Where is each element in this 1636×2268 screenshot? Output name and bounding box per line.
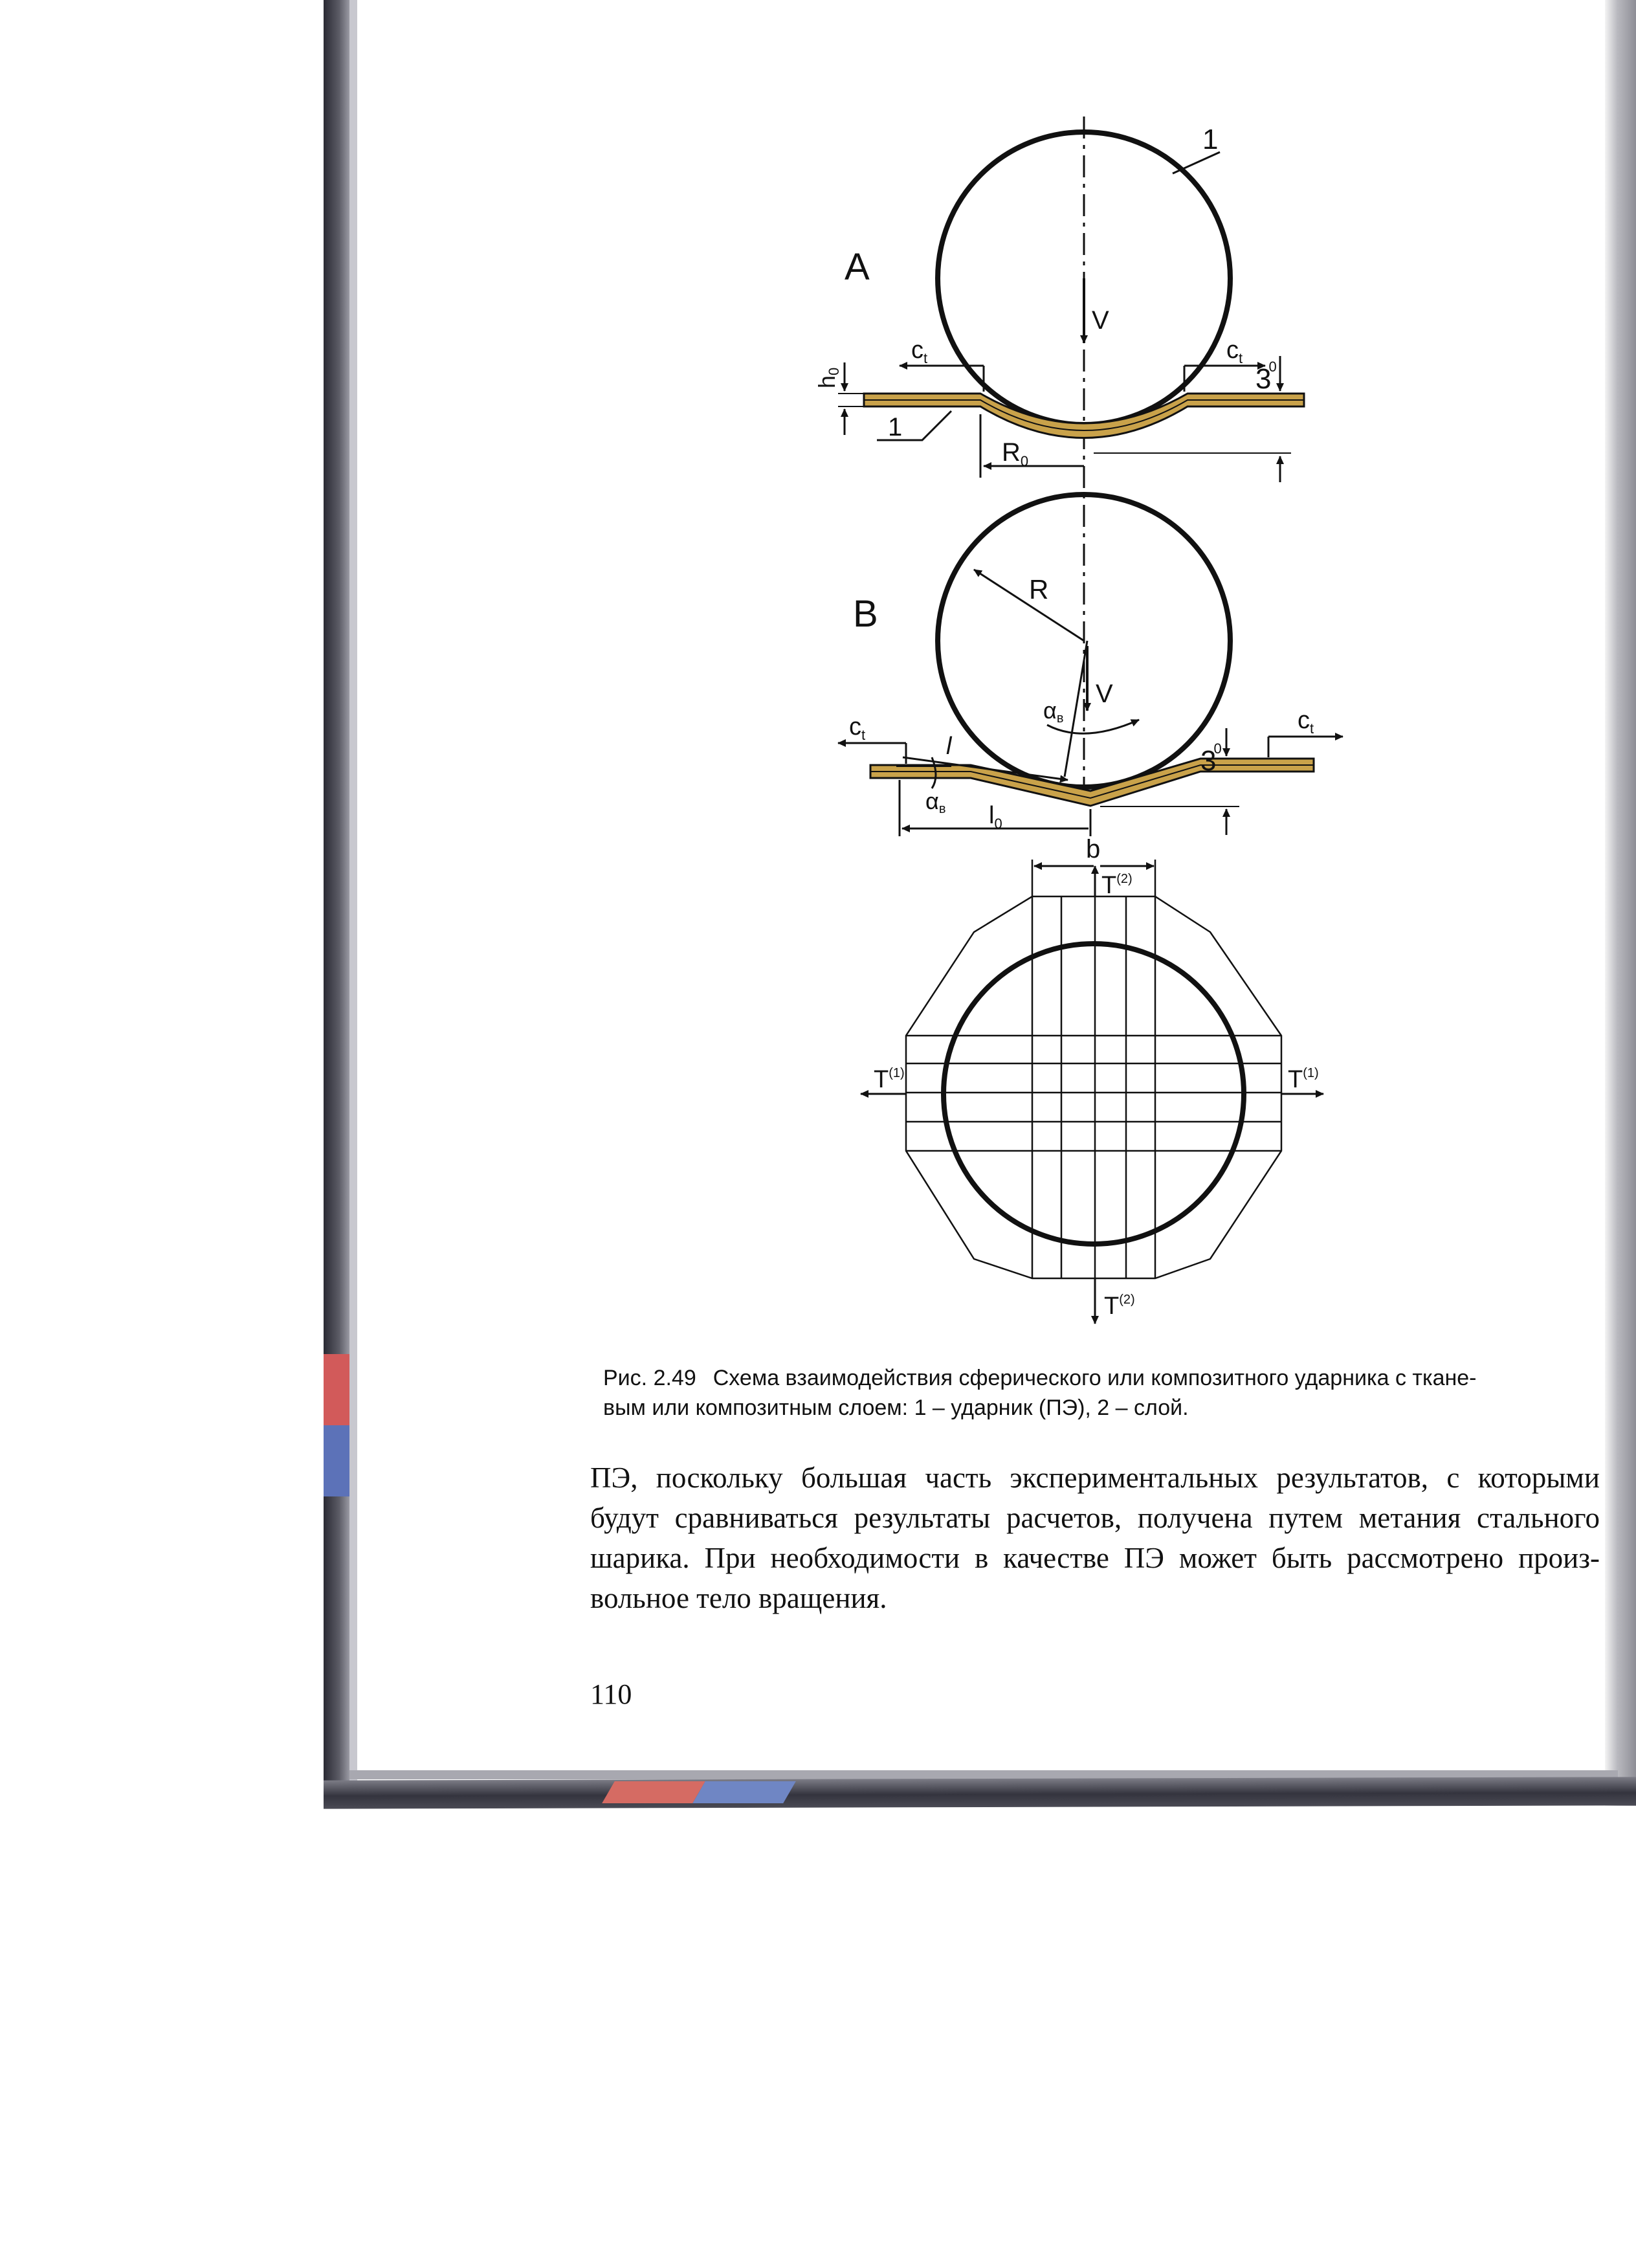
cover-stripe-blue	[324, 1425, 349, 1496]
cover-stripe-red-bottom	[602, 1781, 705, 1803]
yarn-lines-horizontal	[906, 1036, 1281, 1151]
l-label: l	[946, 733, 952, 760]
body-line-1: ПЭ, поскольку большая часть экспериментальных результатов, с которыми	[590, 1462, 1600, 1494]
l0-label: $l_0$	[989, 802, 1002, 832]
radius-label: R	[1029, 574, 1049, 605]
body-line-3: шарика. При необходимости в качестве ПЭ может быть рассмотрено произ-	[590, 1542, 1600, 1574]
caption-line-2: вым или композитным слоем: 1 – ударник (ПЭ), 2 – слой.	[603, 1395, 1189, 1420]
panel-b	[838, 495, 1343, 836]
b-label: b	[1086, 835, 1101, 863]
impactor-number-a: 1	[1202, 124, 1219, 155]
panel-a-label: A	[845, 246, 870, 288]
layer-number-a: 1	[888, 413, 903, 441]
yarn-lines-vertical	[1032, 860, 1155, 1278]
body-line-2: будут сравниваться результаты расчетов, получена путем метания стального	[590, 1502, 1600, 1534]
body-paragraph	[590, 1458, 1600, 1618]
ct-label-left-a: $c_t$	[911, 337, 928, 366]
velocity-label-a: V	[1092, 306, 1109, 335]
deflection-label-b: 30	[1200, 740, 1222, 777]
ct-label-right-a: $c_t$	[1226, 337, 1243, 366]
alpha-label-top: αв	[1043, 697, 1064, 726]
deformation-octagon	[906, 896, 1281, 1278]
velocity-label-b: V	[1096, 680, 1113, 708]
panel-plan-view	[861, 835, 1323, 1324]
tension-2-label-bottom: $T^{(2)}$	[1104, 1293, 1135, 1320]
ct-label-right-b: $c_t$	[1298, 707, 1314, 737]
caption-line-1	[603, 1363, 1574, 1393]
caption-text-1: Схема взаимодействия сферического или композитного ударника с ткане-	[713, 1366, 1477, 1390]
ct-label-left-b: $c_t$	[849, 713, 866, 743]
panel-b-label: B	[853, 593, 878, 635]
h0-label: h0	[813, 367, 842, 388]
book-bottom-edge	[324, 1777, 1636, 1808]
tension-1-label-left: $T^{(1)}$	[874, 1066, 905, 1093]
r0-label: $R_0$	[1002, 438, 1029, 469]
tension-1-label-right: $T^{(1)}$	[1288, 1066, 1319, 1093]
tension-2-label-top: $T^{(2)}$	[1101, 872, 1133, 899]
page-number: 110	[590, 1678, 632, 1710]
alpha-label-bottom: αв	[925, 788, 946, 816]
deflection-label-a: 30	[1255, 359, 1277, 395]
cover-stripe-blue-bottom	[692, 1781, 796, 1803]
body-line-4: вольное тело вращения.	[590, 1582, 887, 1614]
cover-stripe-red	[324, 1354, 349, 1425]
impactor-footprint-circle	[944, 944, 1244, 1244]
figure-caption	[603, 1363, 1574, 1423]
figure-number: Рис. 2.49	[603, 1366, 696, 1390]
panel-a	[813, 124, 1304, 482]
